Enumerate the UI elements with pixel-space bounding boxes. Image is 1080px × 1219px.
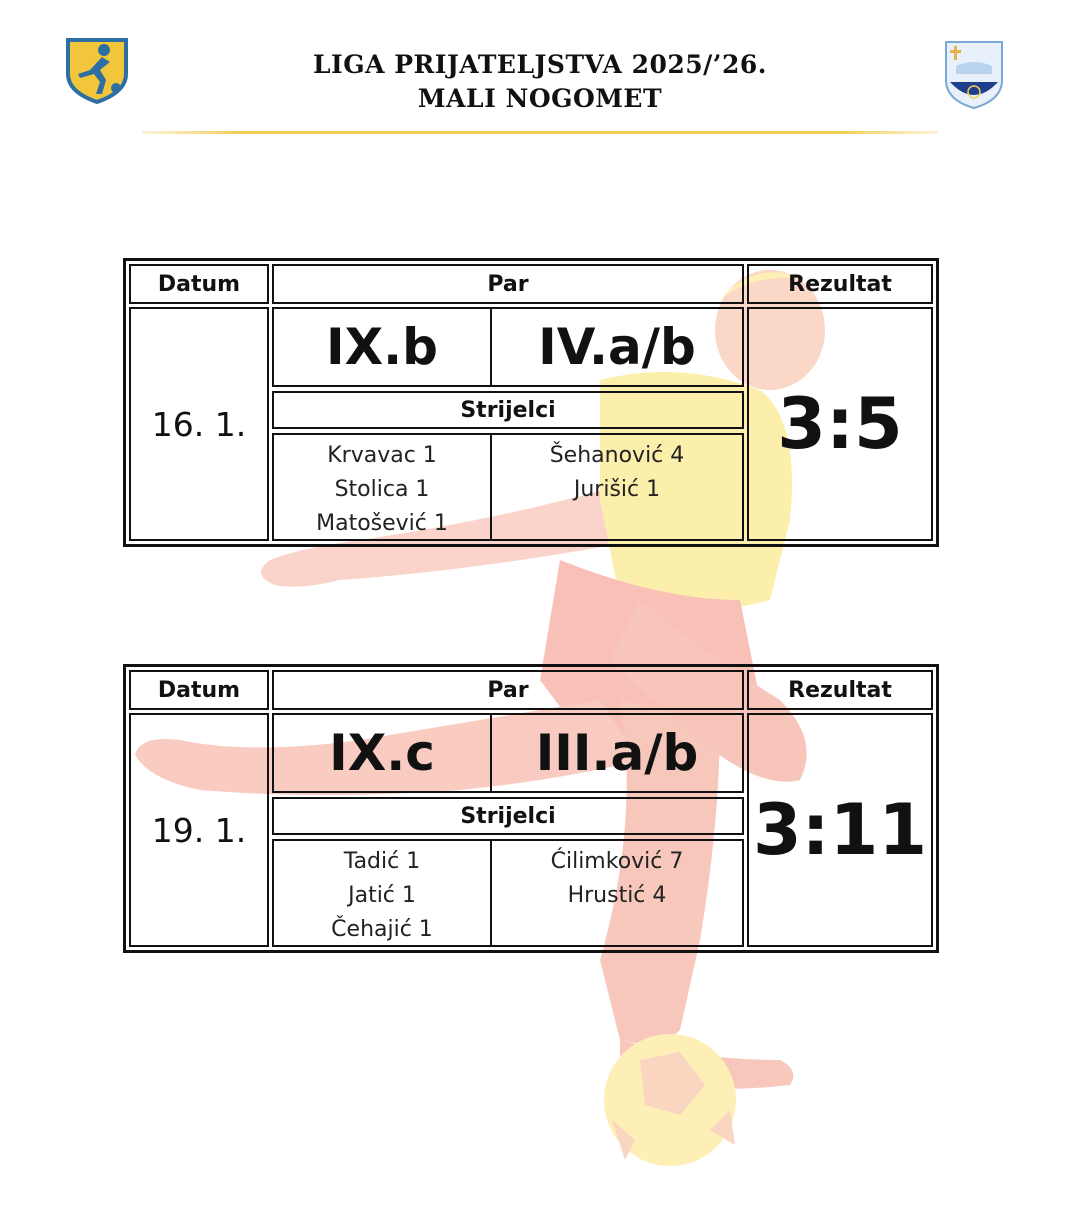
datum-header: Datum xyxy=(129,670,269,710)
match-date: 16. 1. xyxy=(129,307,269,541)
home-team: IX.b xyxy=(274,309,492,385)
rezultat-header: Rezultat xyxy=(747,264,933,304)
match-table xyxy=(123,258,939,547)
home-scorers xyxy=(274,435,492,539)
scorer: Matošević 1 xyxy=(316,511,448,536)
teams-row xyxy=(272,713,744,793)
match-date: 19. 1. xyxy=(129,713,269,947)
scorer: Tadić 1 xyxy=(343,849,421,874)
league-subtitle: MALI NOGOMET xyxy=(417,84,663,113)
scorer: Čehajić 1 xyxy=(331,917,433,942)
scorers-row xyxy=(272,839,744,947)
away-team: III.a/b xyxy=(535,724,699,782)
par-header: Par xyxy=(272,670,744,710)
scorers-header: Strijelci xyxy=(272,391,744,429)
away-team: IV.a/b xyxy=(538,318,696,376)
match-table xyxy=(123,664,939,953)
par-header: Par xyxy=(272,264,744,304)
home-scorers xyxy=(274,841,492,945)
scorer: Jurišić 1 xyxy=(573,477,661,502)
home-team: IX.c xyxy=(274,715,492,791)
match-score: 3:5 xyxy=(747,307,933,541)
scorer: Stolica 1 xyxy=(334,477,430,502)
datum-header: Datum xyxy=(129,264,269,304)
scorer: Ćilimković 7 xyxy=(550,849,684,874)
scorer: Krvavac 1 xyxy=(327,443,437,468)
match-score: 3:11 xyxy=(747,713,933,947)
rezultat-header: Rezultat xyxy=(747,670,933,710)
teams-row xyxy=(272,307,744,387)
header-divider xyxy=(142,131,938,134)
away-scorers xyxy=(492,435,742,539)
scorer: Hrustić 4 xyxy=(567,883,667,908)
scorers-header: Strijelci xyxy=(272,797,744,835)
scorers-row xyxy=(272,433,744,541)
scorer: Jatić 1 xyxy=(348,883,416,908)
away-scorers xyxy=(492,841,742,945)
scorer: Šehanović 4 xyxy=(549,443,685,468)
league-title: LIGA PRIJATELJSTVA 2025/’26. xyxy=(312,50,768,79)
